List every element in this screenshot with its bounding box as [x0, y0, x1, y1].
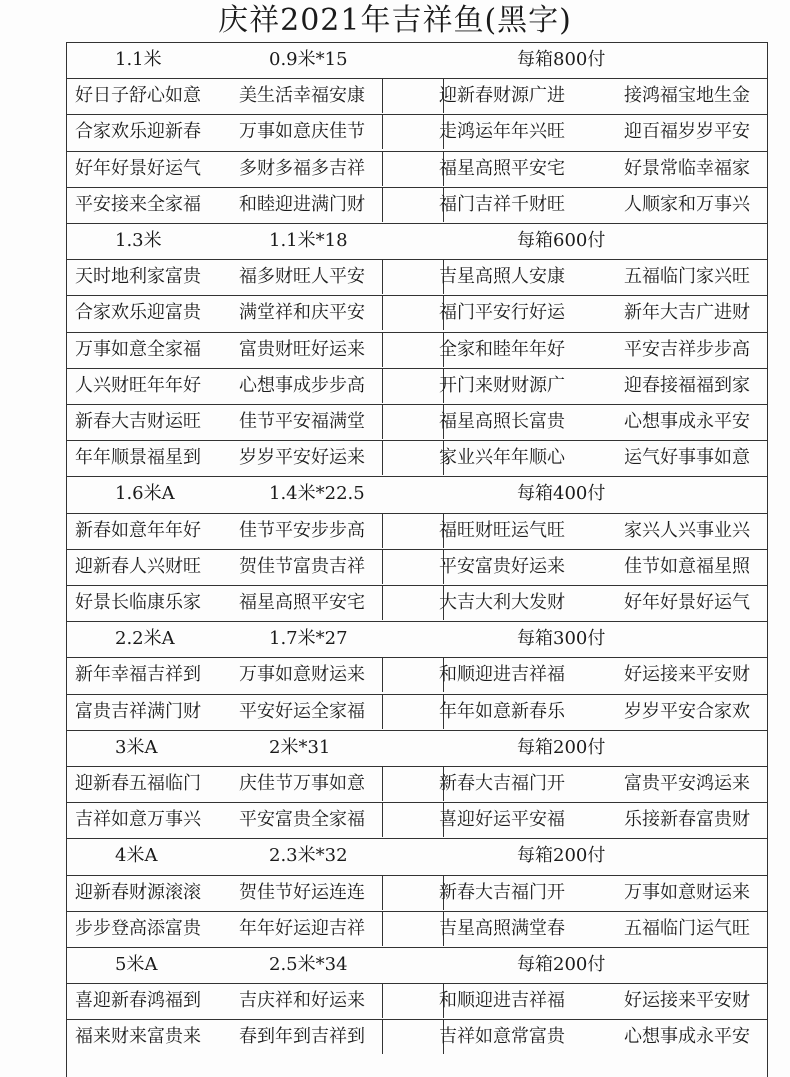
couplet-text: 贺佳节富贵吉祥	[239, 555, 365, 577]
page-title: 庆祥2021年吉祥鱼(黑字)	[218, 3, 572, 38]
row-divider	[382, 152, 444, 186]
row-divider	[382, 405, 444, 439]
couplet-text: 平安好运全家福	[239, 700, 365, 722]
couplet-text: 年年好运迎吉祥	[239, 917, 365, 939]
couplet-text: 五福临门家兴旺	[624, 266, 750, 288]
size-label: 4米A	[115, 845, 158, 867]
couplet-text: 家兴人兴事业兴	[624, 519, 750, 541]
couplet-text: 迎百福岁岁平安	[624, 121, 750, 143]
dimension-label: 2.3米*32	[269, 845, 348, 867]
couplet-text: 平安吉祥步步高	[624, 338, 750, 360]
couplet-text: 乐接新春富贵财	[624, 809, 750, 831]
couplet-text: 迎新春财源滚滚	[75, 881, 201, 903]
row-divider	[382, 876, 444, 910]
couplet-row	[67, 368, 767, 404]
couplet-text: 走鸿运年年兴旺	[439, 121, 565, 143]
couplet-text: 合家欢乐迎富贵	[75, 302, 201, 324]
couplet-text: 吉庆祥和好运来	[239, 990, 365, 1012]
group-header	[67, 947, 767, 983]
dimension-label: 1.1米*18	[269, 230, 348, 251]
couplet-text: 和睦迎进满门财	[239, 193, 365, 215]
row-divider	[382, 188, 444, 222]
group-header	[67, 42, 767, 78]
couplet-text: 福来财来富贵来	[75, 1026, 201, 1048]
couplet-text: 心想事成永平安	[624, 1026, 750, 1048]
per-box-label: 每箱300付	[517, 628, 606, 650]
couplet-text: 人顺家和万事兴	[624, 193, 750, 215]
couplet-text: 和顺迎进吉祥福	[439, 664, 565, 686]
couplet-text: 平安富贵好运来	[439, 555, 565, 577]
couplet-text: 福星高照平安宅	[239, 592, 365, 613]
per-box-label: 每箱800付	[517, 49, 606, 70]
per-box-label: 每箱600付	[517, 230, 606, 251]
couplet-text: 迎新春人兴财旺	[75, 555, 201, 577]
size-label: 1.1米	[115, 49, 162, 70]
couplet-text: 吉星高照人安康	[439, 266, 565, 288]
row-divider	[382, 658, 444, 692]
couplet-row	[67, 911, 767, 947]
couplet-text: 佳节如意福星照	[624, 555, 750, 577]
couplet-text: 迎新春五福临门	[75, 773, 201, 794]
couplet-text: 合家欢乐迎新春	[75, 121, 201, 143]
couplet-row	[67, 404, 767, 440]
couplet-text: 满堂祥和庆平安	[239, 302, 365, 324]
couplet-text: 喜迎好运平安福	[439, 809, 565, 831]
row-divider	[382, 912, 444, 946]
group-header	[67, 621, 767, 657]
couplet-price-sheet	[66, 42, 768, 1077]
couplet-row	[67, 585, 767, 621]
couplet-text: 佳节平安福满堂	[239, 411, 365, 432]
couplet-row	[67, 440, 767, 476]
couplet-text: 年年顺景福星到	[75, 447, 201, 469]
per-box-label: 每箱200付	[517, 954, 606, 975]
couplet-text: 佳节平安步步高	[239, 519, 365, 541]
couplet-text: 五福临门运气旺	[624, 917, 750, 939]
per-box-label: 每箱400付	[517, 483, 606, 505]
couplet-text: 接鸿福宝地生金	[624, 85, 750, 107]
row-divider	[382, 586, 444, 620]
couplet-row	[67, 766, 767, 802]
couplet-text: 福门吉祥千财旺	[439, 193, 565, 215]
size-label: 5米A	[115, 954, 158, 975]
couplet-row	[67, 549, 767, 585]
couplet-text: 天时地利家富贵	[75, 266, 201, 288]
couplet-row	[67, 513, 767, 549]
couplet-text: 庆佳节万事如意	[239, 773, 365, 794]
couplet-text: 新春如意年年好	[75, 519, 201, 541]
couplet-text: 富贵吉祥满门财	[75, 700, 201, 722]
dimension-label: 0.9米*15	[269, 49, 348, 70]
group-header	[67, 730, 767, 766]
group-header	[67, 476, 767, 512]
row-divider	[382, 984, 444, 1018]
couplet-row	[67, 151, 767, 187]
couplet-row	[67, 694, 767, 730]
couplet-text: 迎春接福福到家	[624, 374, 750, 396]
per-box-label: 每箱200付	[517, 845, 606, 867]
couplet-row	[67, 78, 767, 114]
couplet-text: 万事如意财运来	[624, 881, 750, 903]
couplet-text: 福门平安行好运	[439, 302, 565, 324]
row-divider	[382, 514, 444, 548]
couplet-text: 吉祥如意万事兴	[75, 809, 201, 831]
couplet-text: 岁岁平安好运来	[239, 447, 365, 469]
row-divider	[382, 260, 444, 294]
couplet-text: 贺佳节好运连连	[239, 881, 365, 903]
per-box-label: 每箱200付	[517, 736, 606, 758]
couplet-text: 开门来财财源广	[439, 374, 565, 396]
couplet-row	[67, 802, 767, 838]
couplet-text: 新春大吉福门开	[439, 773, 565, 794]
group-header	[67, 223, 767, 259]
couplet-text: 万事如意全家福	[75, 338, 201, 360]
couplet-text: 新春大吉福门开	[439, 881, 565, 903]
couplet-text: 和顺迎进吉祥福	[439, 990, 565, 1012]
couplet-text: 万事如意庆佳节	[239, 121, 365, 143]
group-header	[67, 838, 767, 874]
row-divider	[382, 441, 444, 475]
row-divider	[382, 115, 444, 149]
row-divider	[382, 550, 444, 584]
couplet-text: 喜迎新春鸿福到	[75, 990, 201, 1012]
dimension-label: 2.5米*34	[269, 954, 348, 975]
couplet-text: 福多财旺人平安	[239, 266, 365, 288]
row-divider	[382, 803, 444, 837]
couplet-text: 美生活幸福安康	[239, 85, 365, 107]
couplet-text: 岁岁平安合家欢	[624, 700, 750, 722]
couplet-text: 新春大吉财运旺	[75, 411, 201, 432]
couplet-text: 好年好景好运气	[624, 592, 750, 613]
couplet-text: 大吉大利大发财	[439, 592, 565, 613]
couplet-text: 好景长临康乐家	[75, 592, 201, 613]
couplet-row	[67, 1019, 767, 1055]
couplet-text: 好运接来平安财	[624, 664, 750, 686]
couplet-text: 新年大吉广进财	[624, 302, 750, 324]
row-divider	[382, 1020, 444, 1054]
dimension-label: 2米*31	[269, 736, 331, 758]
couplet-text: 运气好事事如意	[624, 447, 750, 469]
couplet-text: 吉祥如意常富贵	[439, 1026, 565, 1048]
couplet-text: 福星高照长富贵	[439, 411, 565, 432]
dimension-label: 1.7米*27	[269, 628, 348, 650]
dimension-label: 1.4米*22.5	[269, 483, 365, 505]
size-label: 2.2米A	[115, 628, 175, 650]
couplet-text: 年年如意新春乐	[439, 700, 565, 722]
couplet-text: 多财多福多吉祥	[239, 157, 365, 179]
couplet-text: 吉星高照满堂春	[439, 917, 565, 939]
couplet-text: 平安接来全家福	[75, 193, 201, 215]
row-divider	[382, 296, 444, 330]
size-label: 1.3米	[115, 230, 162, 251]
couplet-text: 新年幸福吉祥到	[75, 664, 201, 686]
couplet-text: 迎新春财源广进	[439, 85, 565, 107]
couplet-text: 人兴财旺年年好	[75, 374, 201, 396]
size-label: 1.6米A	[115, 483, 175, 505]
couplet-row	[67, 332, 767, 368]
couplet-text: 好年好景好运气	[75, 157, 201, 179]
row-divider	[382, 767, 444, 801]
row-divider	[382, 695, 444, 729]
couplet-text: 富贵平安鸿运来	[624, 773, 750, 794]
couplet-text: 好运接来平安财	[624, 990, 750, 1012]
couplet-text: 心想事成步步高	[239, 374, 365, 396]
couplet-row	[67, 875, 767, 911]
couplet-row	[67, 187, 767, 223]
couplet-text: 好日子舒心如意	[75, 85, 201, 107]
couplet-text: 家业兴年年顺心	[439, 447, 565, 469]
row-divider	[382, 369, 444, 403]
couplet-text: 好景常临幸福家	[624, 157, 750, 179]
couplet-text: 平安富贵全家福	[239, 809, 365, 831]
couplet-row	[67, 114, 767, 150]
couplet-text: 心想事成永平安	[624, 411, 750, 432]
couplet-text: 步步登高添富贵	[75, 917, 201, 939]
couplet-row	[67, 657, 767, 693]
couplet-text: 福旺财旺运气旺	[439, 519, 565, 541]
couplet-row	[67, 259, 767, 295]
row-divider	[382, 333, 444, 367]
couplet-text: 春到年到吉祥到	[239, 1026, 365, 1048]
couplet-row	[67, 983, 767, 1019]
couplet-text: 富贵财旺好运来	[239, 338, 365, 360]
couplet-text: 全家和睦年年好	[439, 338, 565, 360]
couplet-text: 福星高照平安宅	[439, 157, 565, 179]
couplet-row	[67, 295, 767, 331]
size-label: 3米A	[115, 736, 158, 758]
couplet-text: 万事如意财运来	[239, 664, 365, 686]
row-divider	[382, 79, 444, 113]
